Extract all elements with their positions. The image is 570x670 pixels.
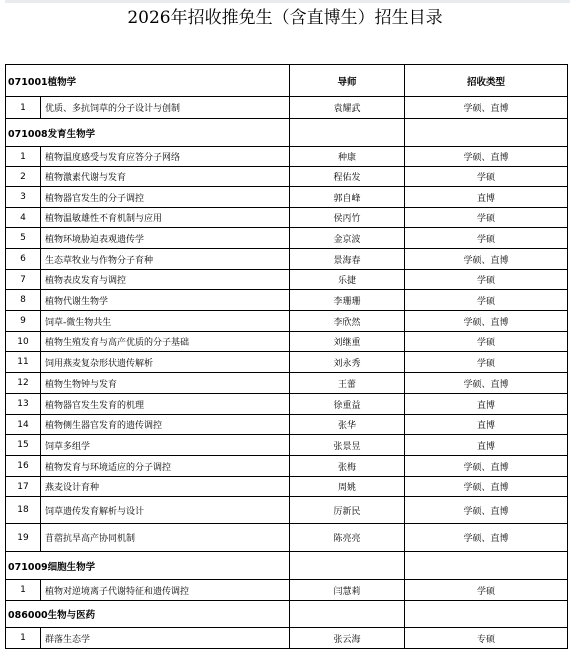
section-row-071009 <box>6 552 568 580</box>
section-code: 086000 <box>8 610 48 621</box>
row-number: 2 <box>6 167 41 187</box>
table-row <box>6 628 568 649</box>
section-code: 071009 <box>8 561 48 573</box>
table-row <box>6 290 568 311</box>
table-row <box>6 456 568 477</box>
empty-cell <box>405 552 568 580</box>
row-number: 8 <box>6 290 41 311</box>
section-title <box>6 119 290 147</box>
table-row <box>6 167 568 187</box>
row-number: 16 <box>6 456 41 477</box>
enrollment-type: 学硕、直博 <box>405 477 568 497</box>
table-row <box>6 228 568 249</box>
table-row <box>6 477 568 497</box>
section-name: 植物学 <box>47 76 77 88</box>
research-topic: 植物表皮发育与调控 <box>41 270 290 290</box>
supervisor-name: 张景昱 <box>290 435 405 456</box>
enrollment-type: 直博 <box>405 394 568 415</box>
research-topic: 植物器官发生的分子调控 <box>41 187 290 208</box>
research-topic: 植物温度感受与发育应答分子网络 <box>41 147 290 167</box>
research-topic: 优质、多抗饲草的分子设计与创制 <box>41 97 290 119</box>
enrollment-type: 学硕、直博 <box>405 311 568 332</box>
section-code: 071001 <box>8 76 48 88</box>
research-topic: 饲草遗传发育解析与设计 <box>41 497 290 524</box>
supervisor-name: 侯丙竹 <box>290 208 405 228</box>
table-row <box>6 373 568 394</box>
supervisor-name: 厉新民 <box>290 497 405 524</box>
empty-cell <box>290 119 405 147</box>
catalog-table-body <box>6 65 568 649</box>
section-row-071001 <box>6 65 568 97</box>
empty-cell <box>405 601 568 628</box>
supervisor-name: 金京波 <box>290 228 405 249</box>
table-row <box>6 352 568 373</box>
row-number: 12 <box>6 373 41 394</box>
row-number: 5 <box>6 228 41 249</box>
enrollment-type: 学硕 <box>405 228 568 249</box>
page-title: 2026年招收推免生（含直博生）招生目录 <box>127 8 443 28</box>
supervisor-name: 王蕾 <box>290 373 405 394</box>
enrollment-type: 学硕、直博 <box>405 147 568 167</box>
research-topic: 植物激素代谢与发育 <box>41 167 290 187</box>
section-name: 细胞生物学 <box>47 561 96 573</box>
section-name: 生物与医药 <box>47 610 96 621</box>
section-code: 071008 <box>8 128 48 140</box>
row-number: 1 <box>6 580 41 601</box>
supervisor-name: 刘永秀 <box>290 352 405 373</box>
enrollment-type: 学硕 <box>405 352 568 373</box>
enrollment-type: 学硕 <box>405 580 568 601</box>
enrollment-type: 学硕、直博 <box>405 97 568 119</box>
header-supervisor: 导师 <box>290 65 405 97</box>
table-row <box>6 208 568 228</box>
supervisor-name: 郭自峰 <box>290 187 405 208</box>
research-topic: 植物代谢生物学 <box>41 290 290 311</box>
row-number: 17 <box>6 477 41 497</box>
supervisor-name: 徐重益 <box>290 394 405 415</box>
research-topic: 植物生物钟与发育 <box>41 373 290 394</box>
supervisor-name: 景海春 <box>290 249 405 270</box>
table-row <box>6 497 568 524</box>
empty-cell <box>290 601 405 628</box>
supervisor-name: 张云海 <box>290 628 405 649</box>
header-type: 招收类型 <box>405 65 568 97</box>
catalog-table <box>5 64 568 649</box>
supervisor-name: 种康 <box>290 147 405 167</box>
enrollment-type: 学硕 <box>405 208 568 228</box>
row-number: 13 <box>6 394 41 415</box>
table-row <box>6 97 568 119</box>
row-number: 3 <box>6 187 41 208</box>
row-number: 14 <box>6 415 41 435</box>
table-row <box>6 435 568 456</box>
row-number: 1 <box>6 97 41 119</box>
research-topic: 植物温敏雄性不育机制与应用 <box>41 208 290 228</box>
enrollment-type: 学硕、直博 <box>405 497 568 524</box>
supervisor-name: 乐捷 <box>290 270 405 290</box>
table-row <box>6 270 568 290</box>
research-topic: 植物器官发生发育的机理 <box>41 394 290 415</box>
supervisor-name: 李欣然 <box>290 311 405 332</box>
research-topic: 饲用燕麦复杂形状遗传解析 <box>41 352 290 373</box>
row-number: 9 <box>6 311 41 332</box>
table-row <box>6 332 568 352</box>
supervisor-name: 闫慧莉 <box>290 580 405 601</box>
table-row <box>6 187 568 208</box>
research-topic: 群落生态学 <box>41 628 290 649</box>
section-row-071008 <box>6 119 568 147</box>
table-row <box>6 311 568 332</box>
enrollment-type: 直博 <box>405 187 568 208</box>
sheet-top-band <box>0 0 570 3</box>
row-number: 6 <box>6 249 41 270</box>
row-number: 1 <box>6 628 41 649</box>
supervisor-name: 张华 <box>290 415 405 435</box>
enrollment-type: 学硕 <box>405 167 568 187</box>
row-number: 1 <box>6 147 41 167</box>
supervisor-name: 陈亮亮 <box>290 524 405 552</box>
enrollment-type: 直博 <box>405 435 568 456</box>
enrollment-type: 学硕、直博 <box>405 373 568 394</box>
row-number: 7 <box>6 270 41 290</box>
research-topic: 燕麦设计育种 <box>41 477 290 497</box>
research-topic: 植物侧生器官发育的遗传调控 <box>41 415 290 435</box>
empty-cell <box>290 552 405 580</box>
research-topic: 植物环境胁迫表观遗传学 <box>41 228 290 249</box>
enrollment-type: 学硕、直博 <box>405 249 568 270</box>
research-topic: 饲草多组学 <box>41 435 290 456</box>
table-row <box>6 147 568 167</box>
research-topic: 苜蓿抗旱高产协同机制 <box>41 524 290 552</box>
row-number: 10 <box>6 332 41 352</box>
row-number: 11 <box>6 352 41 373</box>
enrollment-type: 直博 <box>405 415 568 435</box>
enrollment-type: 专硕 <box>405 628 568 649</box>
table-row <box>6 394 568 415</box>
section-title <box>6 601 290 628</box>
empty-cell <box>405 119 568 147</box>
row-number: 4 <box>6 208 41 228</box>
table-row <box>6 580 568 601</box>
supervisor-name: 周姚 <box>290 477 405 497</box>
table-row <box>6 249 568 270</box>
enrollment-type: 学硕、直博 <box>405 456 568 477</box>
row-number: 18 <box>6 497 41 524</box>
section-title <box>6 552 290 580</box>
supervisor-name: 程佑发 <box>290 167 405 187</box>
row-number: 15 <box>6 435 41 456</box>
research-topic: 生态草牧业与作物分子育种 <box>41 249 290 270</box>
supervisor-name: 李珊珊 <box>290 290 405 311</box>
research-topic: 植物发育与环境适应的分子调控 <box>41 456 290 477</box>
research-topic: 饲草-微生物共生 <box>41 311 290 332</box>
table-row <box>6 415 568 435</box>
enrollment-type: 学硕 <box>405 270 568 290</box>
enrollment-type: 学硕、直博 <box>405 524 568 552</box>
supervisor-name: 张梅 <box>290 456 405 477</box>
section-row-086000 <box>6 601 568 628</box>
enrollment-type: 学硕 <box>405 332 568 352</box>
section-title <box>6 65 290 97</box>
enrollment-type: 学硕 <box>405 290 568 311</box>
research-topic: 植物生殖发育与高产优质的分子基础 <box>41 332 290 352</box>
supervisor-name: 袁耀武 <box>290 97 405 119</box>
section-name: 发育生物学 <box>47 128 96 140</box>
table-row <box>6 524 568 552</box>
row-number: 19 <box>6 524 41 552</box>
supervisor-name: 刘继重 <box>290 332 405 352</box>
research-topic: 植物对逆境离子代谢特征和遗传调控 <box>41 580 290 601</box>
